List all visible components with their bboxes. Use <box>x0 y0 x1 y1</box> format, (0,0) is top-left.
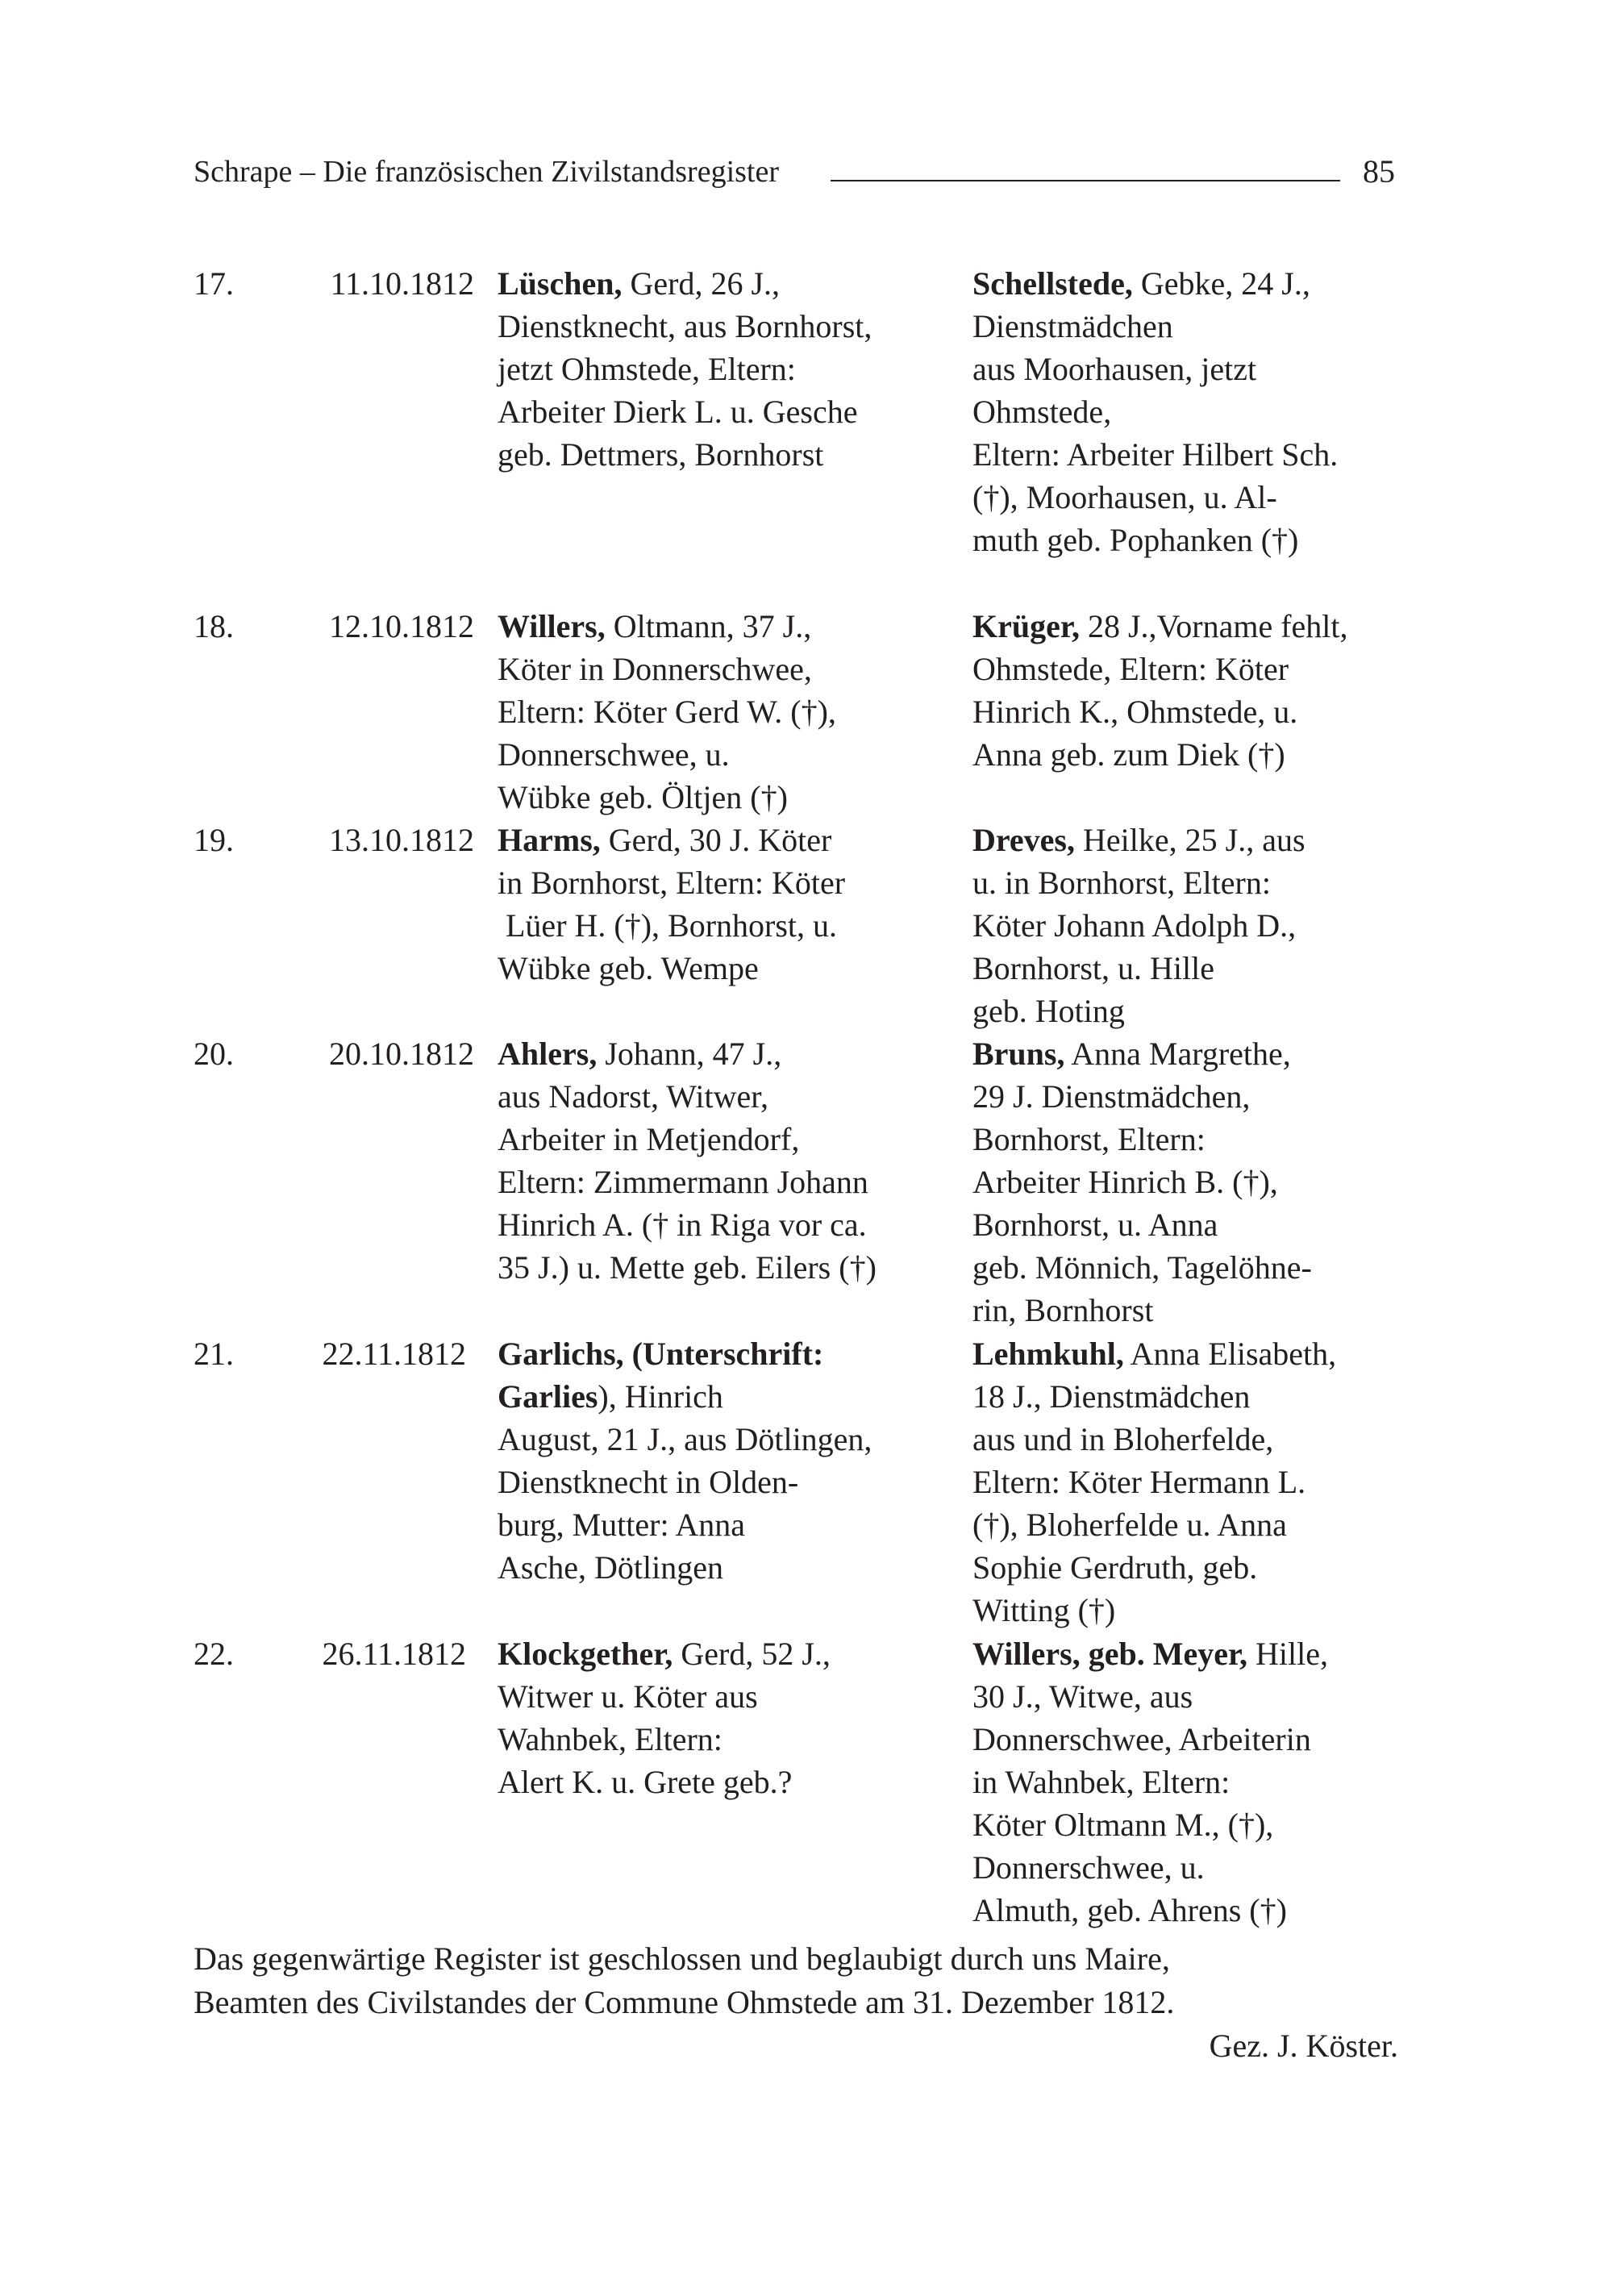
register-entry <box>194 262 1403 605</box>
entry-date: 11.10.1812 <box>330 265 474 302</box>
bride-line: (†), Moorhausen, u. Al- <box>972 479 1277 515</box>
groom-signature-name: Garlies <box>498 1378 598 1415</box>
groom-line: Arbeiter Dierk L. u. Gesche <box>498 394 858 430</box>
bride-line: aus und in Bloherfelde, <box>972 1421 1274 1457</box>
entry-date: 26.11.1812 <box>322 1636 466 1672</box>
header-rule <box>831 180 1340 181</box>
bride-line: geb. Mönnich, Tagelöhne- <box>972 1249 1312 1286</box>
bride-line: Lehmkuhl, Anna Elisabeth, <box>972 1336 1337 1372</box>
bride-details <box>972 1032 1312 1332</box>
groom-line: Harms, Gerd, 30 J. Köter <box>498 822 832 858</box>
groom-line: Arbeiter in Metjendorf, <box>498 1121 800 1157</box>
bride-line: Dienstmädchen <box>972 308 1173 344</box>
groom-line: Asche, Dötlingen <box>498 1549 723 1586</box>
bride-line: Bornhorst, Eltern: <box>972 1121 1206 1157</box>
bride-line: u. in Bornhorst, Eltern: <box>972 865 1271 901</box>
groom-line: burg, Mutter: Anna <box>498 1507 746 1543</box>
bride-line: Donnerschwee, u. <box>972 1849 1205 1886</box>
groom-line: aus Nadorst, Witwer, <box>498 1078 768 1115</box>
groom-details <box>498 1332 872 1589</box>
bride-line: 30 J., Witwe, aus <box>972 1678 1193 1715</box>
groom-line: Donnerschwee, u. <box>498 736 730 773</box>
bride-line: Willers, geb. Meyer, Hille, <box>972 1636 1329 1672</box>
bride-details <box>972 605 1348 776</box>
bride-line: geb. Hoting <box>972 993 1125 1029</box>
groom-line: Lüschen, Gerd, 26 J., <box>498 265 781 302</box>
groom-line: Wübke geb. Wempe <box>498 950 759 986</box>
bride-line: Arbeiter Hinrich B. (†), <box>972 1164 1278 1200</box>
groom-line: Garlies), Hinrich <box>498 1378 723 1415</box>
bride-surname: Willers, geb. Meyer, <box>972 1636 1248 1672</box>
entry-date: 20.10.1812 <box>329 1036 474 1072</box>
register-entry <box>194 1632 1403 1932</box>
groom-line: Klockgether, Gerd, 52 J., <box>498 1636 831 1672</box>
bride-line: Donnerschwee, Arbeiterin <box>972 1721 1311 1757</box>
groom-line: 35 J.) u. Mette geb. Eilers (†) <box>498 1249 877 1286</box>
entry-number: 22. <box>194 1636 234 1672</box>
running-header <box>194 150 1395 194</box>
bride-line: Sophie Gerdruth, geb. <box>972 1549 1258 1586</box>
bride-details <box>972 262 1338 561</box>
groom-line: Willers, Oltmann, 37 J., <box>498 608 812 644</box>
groom-line: Eltern: Zimmermann Johann <box>498 1164 868 1200</box>
groom-details <box>498 262 872 476</box>
groom-line: Hinrich A. († in Riga vor ca. <box>498 1207 867 1243</box>
bride-line: Köter Johann Adolph D., <box>972 907 1297 944</box>
groom-details <box>498 819 845 990</box>
register-entry <box>194 1032 1403 1332</box>
groom-line: jetzt Ohmstede, Eltern: <box>498 351 796 387</box>
groom-line: Ahlers, Johann, 47 J., <box>498 1036 782 1072</box>
bride-surname: Schellstede, <box>972 265 1133 302</box>
closing-line: Beamten des Civilstandes der Commune Ohmstede am 31. Dezember 1812. <box>194 1984 1175 2020</box>
groom-line: in Bornhorst, Eltern: Köter <box>498 865 846 901</box>
entry-date: 12.10.1812 <box>329 608 474 644</box>
register-entry <box>194 605 1403 819</box>
bride-line: Bruns, Anna Margrethe, <box>972 1036 1291 1072</box>
groom-line: Eltern: Köter Gerd W. (†), <box>498 694 836 730</box>
entry-number: 17. <box>194 265 234 302</box>
bride-line: muth geb. Pophanken (†) <box>972 522 1299 558</box>
bride-line: Witting (†) <box>972 1592 1116 1628</box>
entry-number: 20. <box>194 1036 234 1072</box>
groom-details <box>498 605 836 819</box>
groom-surname: Klockgether, <box>498 1636 673 1672</box>
bride-surname: Dreves, <box>972 822 1075 858</box>
bride-line: rin, Bornhorst <box>972 1292 1154 1328</box>
bride-details <box>972 1332 1336 1632</box>
groom-surname: Willers, <box>498 608 606 644</box>
groom-line <box>498 1332 872 1375</box>
bride-surname: Bruns, <box>972 1036 1065 1072</box>
groom-line: geb. Dettmers, Bornhorst <box>498 436 824 473</box>
groom-line: Köter in Donnerschwee, <box>498 651 812 687</box>
entry-number: 18. <box>194 608 234 644</box>
bride-line: Almuth, geb. Ahrens (†) <box>972 1892 1287 1928</box>
groom-line: Wahnbek, Eltern: <box>498 1721 722 1757</box>
bride-line: Eltern: Arbeiter Hilbert Sch. <box>972 436 1339 473</box>
bride-line: in Wahnbek, Eltern: <box>972 1764 1230 1800</box>
page-number: 85 <box>1363 153 1395 190</box>
bride-details <box>972 1632 1328 1932</box>
groom-details <box>498 1032 877 1289</box>
bride-surname: Krüger, <box>972 608 1080 644</box>
groom-surname: Garlichs, (Unterschrift: <box>498 1336 824 1372</box>
bride-line: Dreves, Heilke, 25 J., aus <box>972 822 1305 858</box>
bride-line: 29 J. Dienstmädchen, <box>972 1078 1251 1115</box>
signature: Gez. J. Köster. <box>1209 2028 1398 2064</box>
groom-line: Wübke geb. Öltjen (†) <box>498 779 788 815</box>
groom-line: Dienstknecht in Olden- <box>498 1464 799 1500</box>
groom-details <box>498 1632 831 1803</box>
bride-line: Hinrich K., Ohmstede, u. <box>972 694 1298 730</box>
groom-line: Dienstknecht, aus Bornhorst, <box>498 308 872 344</box>
register-entry <box>194 1332 1403 1632</box>
bride-line: Ohmstede, Eltern: Köter <box>972 651 1289 687</box>
groom-line: August, 21 J., aus Dötlingen, <box>498 1421 872 1457</box>
bride-line: Anna geb. zum Diek (†) <box>972 736 1285 773</box>
bride-details <box>972 819 1305 1032</box>
bride-line: (†), Bloherfelde u. Anna <box>972 1507 1287 1543</box>
bride-line: aus Moorhausen, jetzt <box>972 351 1257 387</box>
entry-number: 21. <box>194 1336 234 1372</box>
bride-line: Köter Oltmann M., (†), <box>972 1807 1274 1843</box>
bride-line: Schellstede, Gebke, 24 J., <box>972 265 1310 302</box>
bride-line: Krüger, 28 J.,Vorname fehlt, <box>972 608 1348 644</box>
entry-date: 22.11.1812 <box>322 1336 466 1372</box>
register-entry <box>194 819 1403 1032</box>
closing-line: Das gegenwärtige Register ist geschlossen und beglaubigt durch uns Maire, <box>194 1940 1170 1977</box>
bride-line: Bornhorst, u. Hille <box>972 950 1214 986</box>
bride-line: Ohmstede, <box>972 394 1112 430</box>
groom-surname: Ahlers, <box>498 1036 598 1072</box>
groom-surname: Lüschen, <box>498 265 623 302</box>
groom-line: Alert K. u. Grete geb.? <box>498 1764 793 1800</box>
register-entries <box>194 262 1403 1932</box>
groom-line: Lüer H. (†), Bornhorst, u. <box>498 907 838 944</box>
bride-surname: Lehmkuhl, <box>972 1336 1124 1372</box>
bride-line: Bornhorst, u. Anna <box>972 1207 1218 1243</box>
groom-surname: Harms, <box>498 822 601 858</box>
bride-line: Eltern: Köter Hermann L. <box>972 1464 1306 1500</box>
entry-number: 19. <box>194 822 234 858</box>
bride-line: 18 J., Dienstmädchen <box>972 1378 1251 1415</box>
running-title: Schrape – Die französischen Zivilstandsregister <box>194 155 779 189</box>
entry-date: 13.10.1812 <box>329 822 474 858</box>
closing-statement <box>194 1937 1398 2068</box>
groom-line: Witwer u. Köter aus <box>498 1678 758 1715</box>
